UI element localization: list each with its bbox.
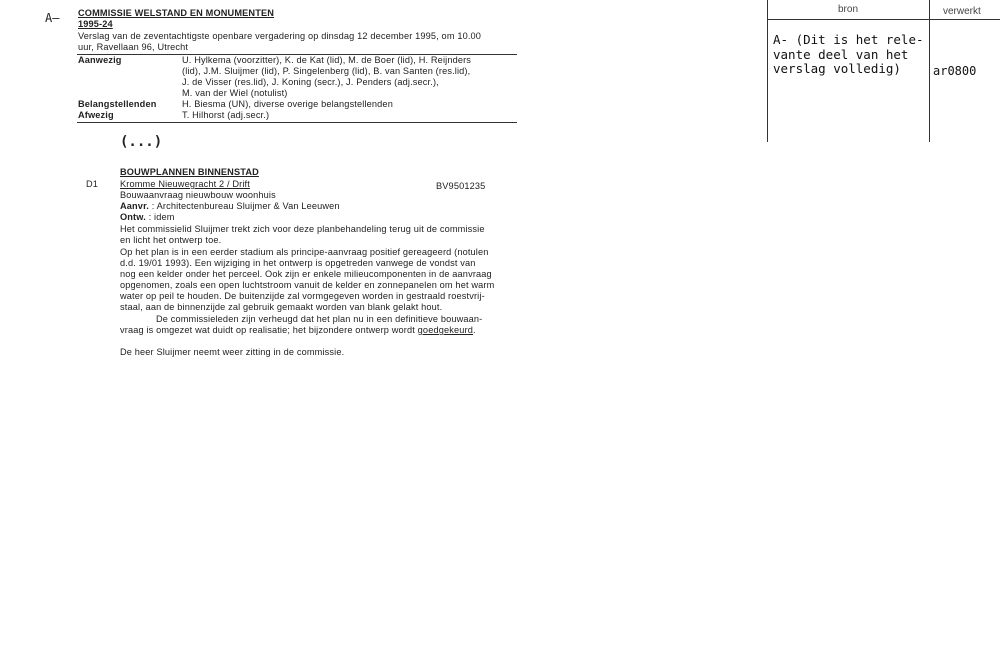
item-code: D1 [86,179,99,189]
paragraph-2-line-4: opgenomen, zoals een open luchtstroom vanuit de kelder en zonnepanelen om het warm [120,280,495,290]
approved-text: goedgekeurd [417,325,473,335]
source-note-line-2: vante deel van het [773,46,909,62]
column-header-source: bron [838,4,859,15]
column-header-processed: verwerkt [943,6,981,17]
absent-label: Afwezig [78,110,114,120]
paragraph-2-line-5: water op peil te houden. De buitenzijde zal vormgegeven worden in gestraald roestvrij- [120,291,485,301]
paragraph-3-line-1: De commissieleden zijn verheugd dat het plan nu in een definitieve bouwaan- [156,314,483,324]
archive-code: ar0800 [933,64,977,78]
margin-mark: A— [45,11,60,25]
omission-mark: (...) [120,134,163,150]
absent-value: T. Hilhorst (adj.secr.) [182,110,270,120]
item-subject: Bouwaanvraag nieuwbouw woonhuis [120,190,276,200]
applicant-row [120,201,340,212]
paragraph-1-line-1: Het commissielid Sluijmer trekt zich voor deze planbehandeling terug uit de commissie [120,224,485,234]
item-reference: BV9501235 [436,181,486,191]
present-line-4: M. van der Wiel (notulist) [182,88,288,98]
closing-remark: De heer Sluijmer neemt weer zitting in de commissie. [120,347,345,357]
table-header-divider [767,19,1000,20]
stakeholders-value: H. Biesma (UN), diverse overige belangstellenden [182,99,393,109]
meeting-number: 1995-24 [78,19,113,29]
table-left-border [767,0,768,142]
attendance-divider [77,122,517,123]
paragraph-3-line-2 [120,325,476,336]
applicant-label: Aanvr. [120,201,149,211]
applicant-value: : Architectenbureau Sluijmer & Van Leeuwen [151,201,340,211]
present-label: Aanwezig [78,55,122,65]
present-line-1: U. Hylkema (voorzitter), K. de Kat (lid), M. de Boer (lid), H. Reijnders [182,55,472,65]
designer-label: Ontw. [120,212,146,222]
present-line-3: J. de Visser (res.lid), J. Koning (secr.), J. Penders (adj.secr.), [182,77,439,87]
paragraph-1-line-2: en licht het ontwerp toe. [120,235,222,245]
present-line-2: (lid), J.M. Sluijmer (lid), P. Singelenberg (lid), B. van Santen (res.lid), [182,66,471,76]
source-note-line-1: A- (Dit is het rele- [773,32,924,47]
table-column-divider [929,0,930,142]
section-title: BOUWPLANNEN BINNENSTAD [120,167,259,177]
item-address: Kromme Nieuwegracht 2 / Drift [120,179,250,189]
paragraph-2-line-1: Op het plan is in een eerder stadium als principe-aanvraag positief gereageerd (notulen [120,247,489,257]
paragraph-3-text: vraag is omgezet wat duidt op realisatie; het bijzondere ontwerp wordt [120,325,418,335]
paragraph-2-line-3: nog een kelder onder het perceel. Ook zijn er enkele milieucomponenten in de aanvraag [120,269,492,279]
paragraph-3-end: . [472,325,476,335]
stakeholders-label: Belangstellenden [78,99,157,109]
source-note-line-3: verslag volledig) [773,61,901,76]
designer-row [120,212,175,223]
source-note [773,33,924,77]
document-title: COMMISSIE WELSTAND EN MONUMENTEN [78,8,275,18]
paragraph-2-line-2: d.d. 19/01 1993). Een wijziging in het ontwerp is opgetreden vanwege de vondst van [120,258,476,268]
meeting-description-line-2: uur, Ravellaan 96, Utrecht [78,42,189,52]
designer-value: : idem [148,212,175,222]
meeting-description-line-1: Verslag van de zeventachtigste openbare vergadering op dinsdag 12 december 1995, om 10.00 [78,31,482,41]
paragraph-2-line-6: staal, aan de binnenzijde zal gebruik gemaakt worden van blank gelakt hout. [120,302,443,312]
